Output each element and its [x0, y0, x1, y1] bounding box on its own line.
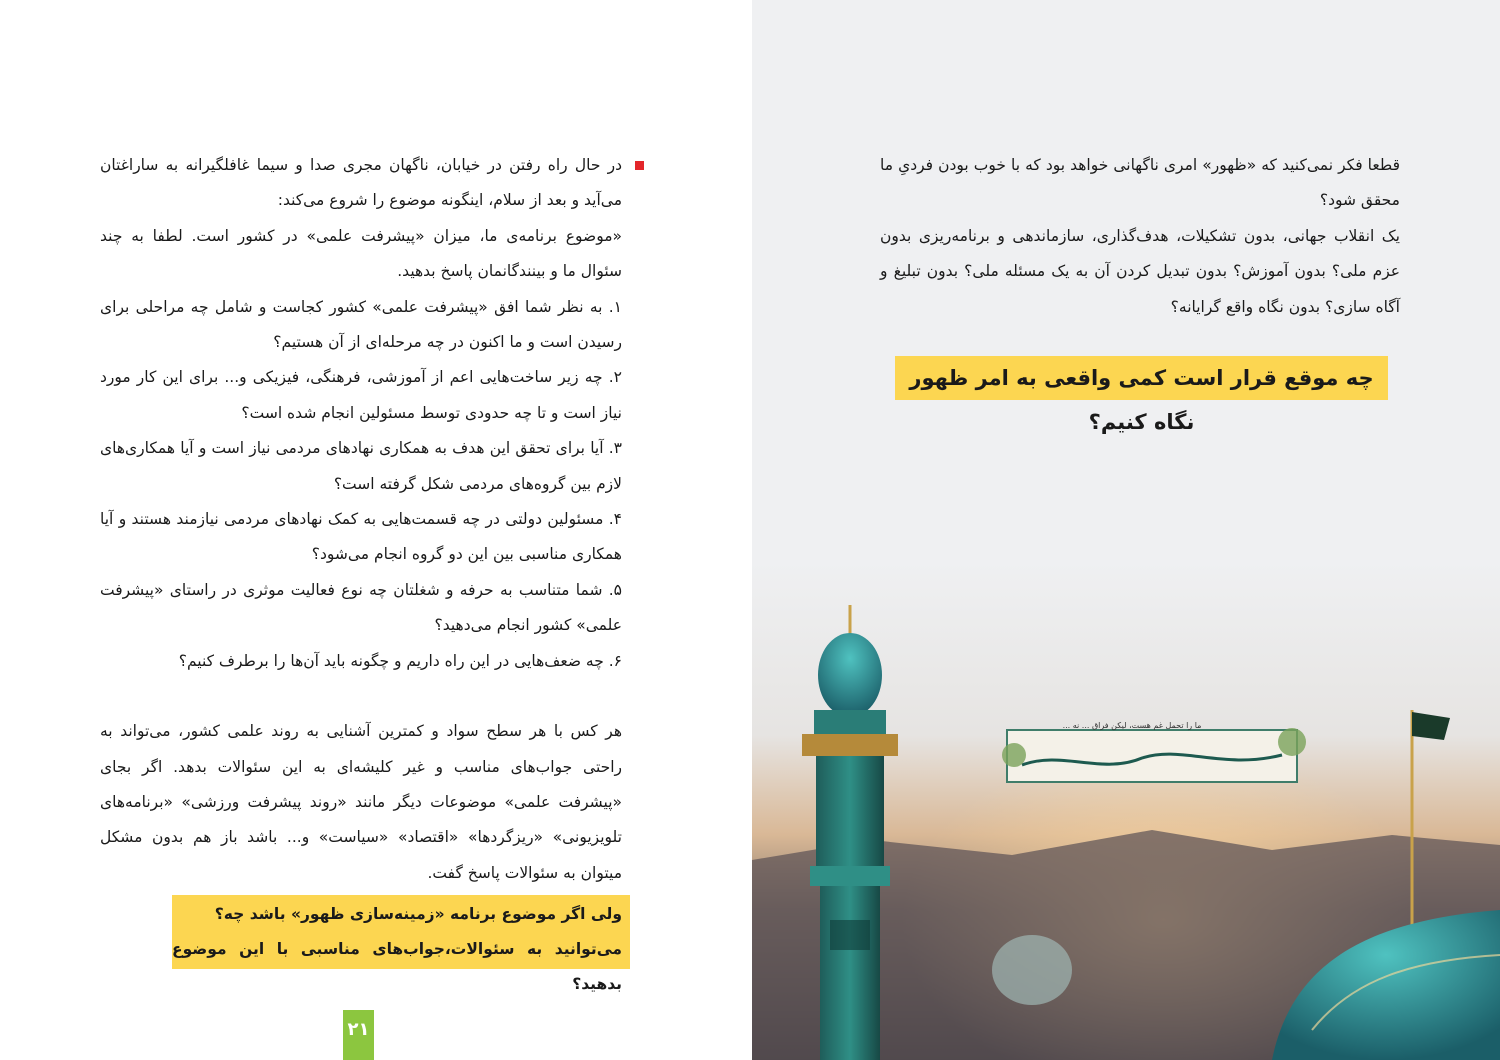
highlight-line-2: می‌توانید به سئوالات،جواب‌های مناسبی با این موضوع بدهید؟	[172, 940, 622, 993]
banner-caption: ما را تحمل غم هست، لیکن فراق ... نه ...	[1062, 721, 1202, 730]
page-number: ۲۱	[343, 1010, 374, 1060]
question-3: ۳. آیا برای تحقق این هدف به همکاری نهادهای مردمی نیاز است و آیا همکاری‌های لازم بین گروه‌های مردمی شکل گرفته است؟	[100, 439, 622, 493]
mosque-illustration	[752, 560, 1500, 1060]
question-4: ۴. مسئولین دولتی در چه قسمت‌هایی به کمک نهادهای مردمی نیازمند هستند و آیا همکاری مناسبی بین این دو گروه انجام می‌شود؟	[100, 510, 622, 564]
distant-dome	[992, 935, 1072, 1005]
right-paragraph-1: قطعا فکر نمی‌کنید که «ظهور» امری ناگهانی خواهد بود که با خوب بودن فردیِ ما محقق شود؟	[880, 156, 1400, 210]
question-6: ۶. چه ضعف‌هایی در این راه داریم و چگونه باید آن‌ها را برطرف کنیم؟	[178, 651, 622, 670]
closing-paragraph: هر کس با هر سطح سواد و کمترین آشنایی به روند علمی کشور، می‌تواند به راحتی جواب‌های مناسب و غیر کلیشه‌ای به این سئوالات بدهد. اگر بجای «پیشرفت علمی» موضوعات دیگر مانند «روند پیشرفت ورزشی» «برنامه‌های تلویزیونی» «ریزگردها» «اقتصاد» «سیاست» و... باشد باز هم بدون مشکل میتوان به سئوالات پاسخ گفت.	[100, 722, 622, 882]
calligraphy-banner	[1002, 728, 1306, 782]
question-5: ۵. شما متناسب به حرفه و شغلتان چه نوع فعالیت موثری در راستای «پیشرفت علمی» کشور انجام می‌دهید؟	[100, 580, 622, 635]
program-topic-paragraph: «موضوع برنامه‌ی ما، میزان «پیشرفت علمی» در کشور است. لطفا به چند سئوال ما و بینندگانمان پاسخ بدهید.	[100, 226, 622, 281]
right-paragraph-2: یک انقلاب جهانی، بدون تشکیلات، هدف‌گذاری، سازماندهی و برنامه‌ریزی بدون عزم ملی؟ بدون آموزش؟ بدون تبدیل کردن آن به یک مسئله ملی؟ بدون تبلیغ و آگاه سازی؟ بدون نگاه واقع گرایانه؟	[880, 226, 1400, 316]
right-page	[752, 0, 1500, 1060]
right-highlight-box: چه موقع قرار است کمی واقعی به امر ظهور نگاه کنیم؟	[895, 356, 1388, 400]
intro-paragraph: در حال راه رفتن در خیابان، ناگهان مجری صدا و سیما غافلگیرانه به ساراغتان می‌آید و بعد از سلام، اینگونه موضوع را شروع می‌کند:	[100, 156, 622, 210]
question-2: ۲. چه زیر ساخت‌هایی اعم از آموزشی، فرهنگی، فیزیکی و... برای این کار مورد نیاز است و تا چه حدودی توسط مسئولین انجام شده است؟	[100, 368, 622, 422]
left-highlight-box	[172, 895, 630, 993]
question-1: ۱. به نظر شما افق «پیشرفت علمی» کشور کجاست و شامل چه مراحلی برای رسیدن است و ما اکنون در چه مرحله‌ای از آن هستیم؟	[100, 297, 622, 352]
right-body-text	[880, 148, 1400, 325]
left-body-text	[100, 148, 622, 891]
highlight-line-1: ولی اگر موضوع برنامه «زمینه‌سازی ظهور» باشد چه؟	[214, 905, 622, 923]
red-square-bullet-icon	[635, 161, 644, 170]
